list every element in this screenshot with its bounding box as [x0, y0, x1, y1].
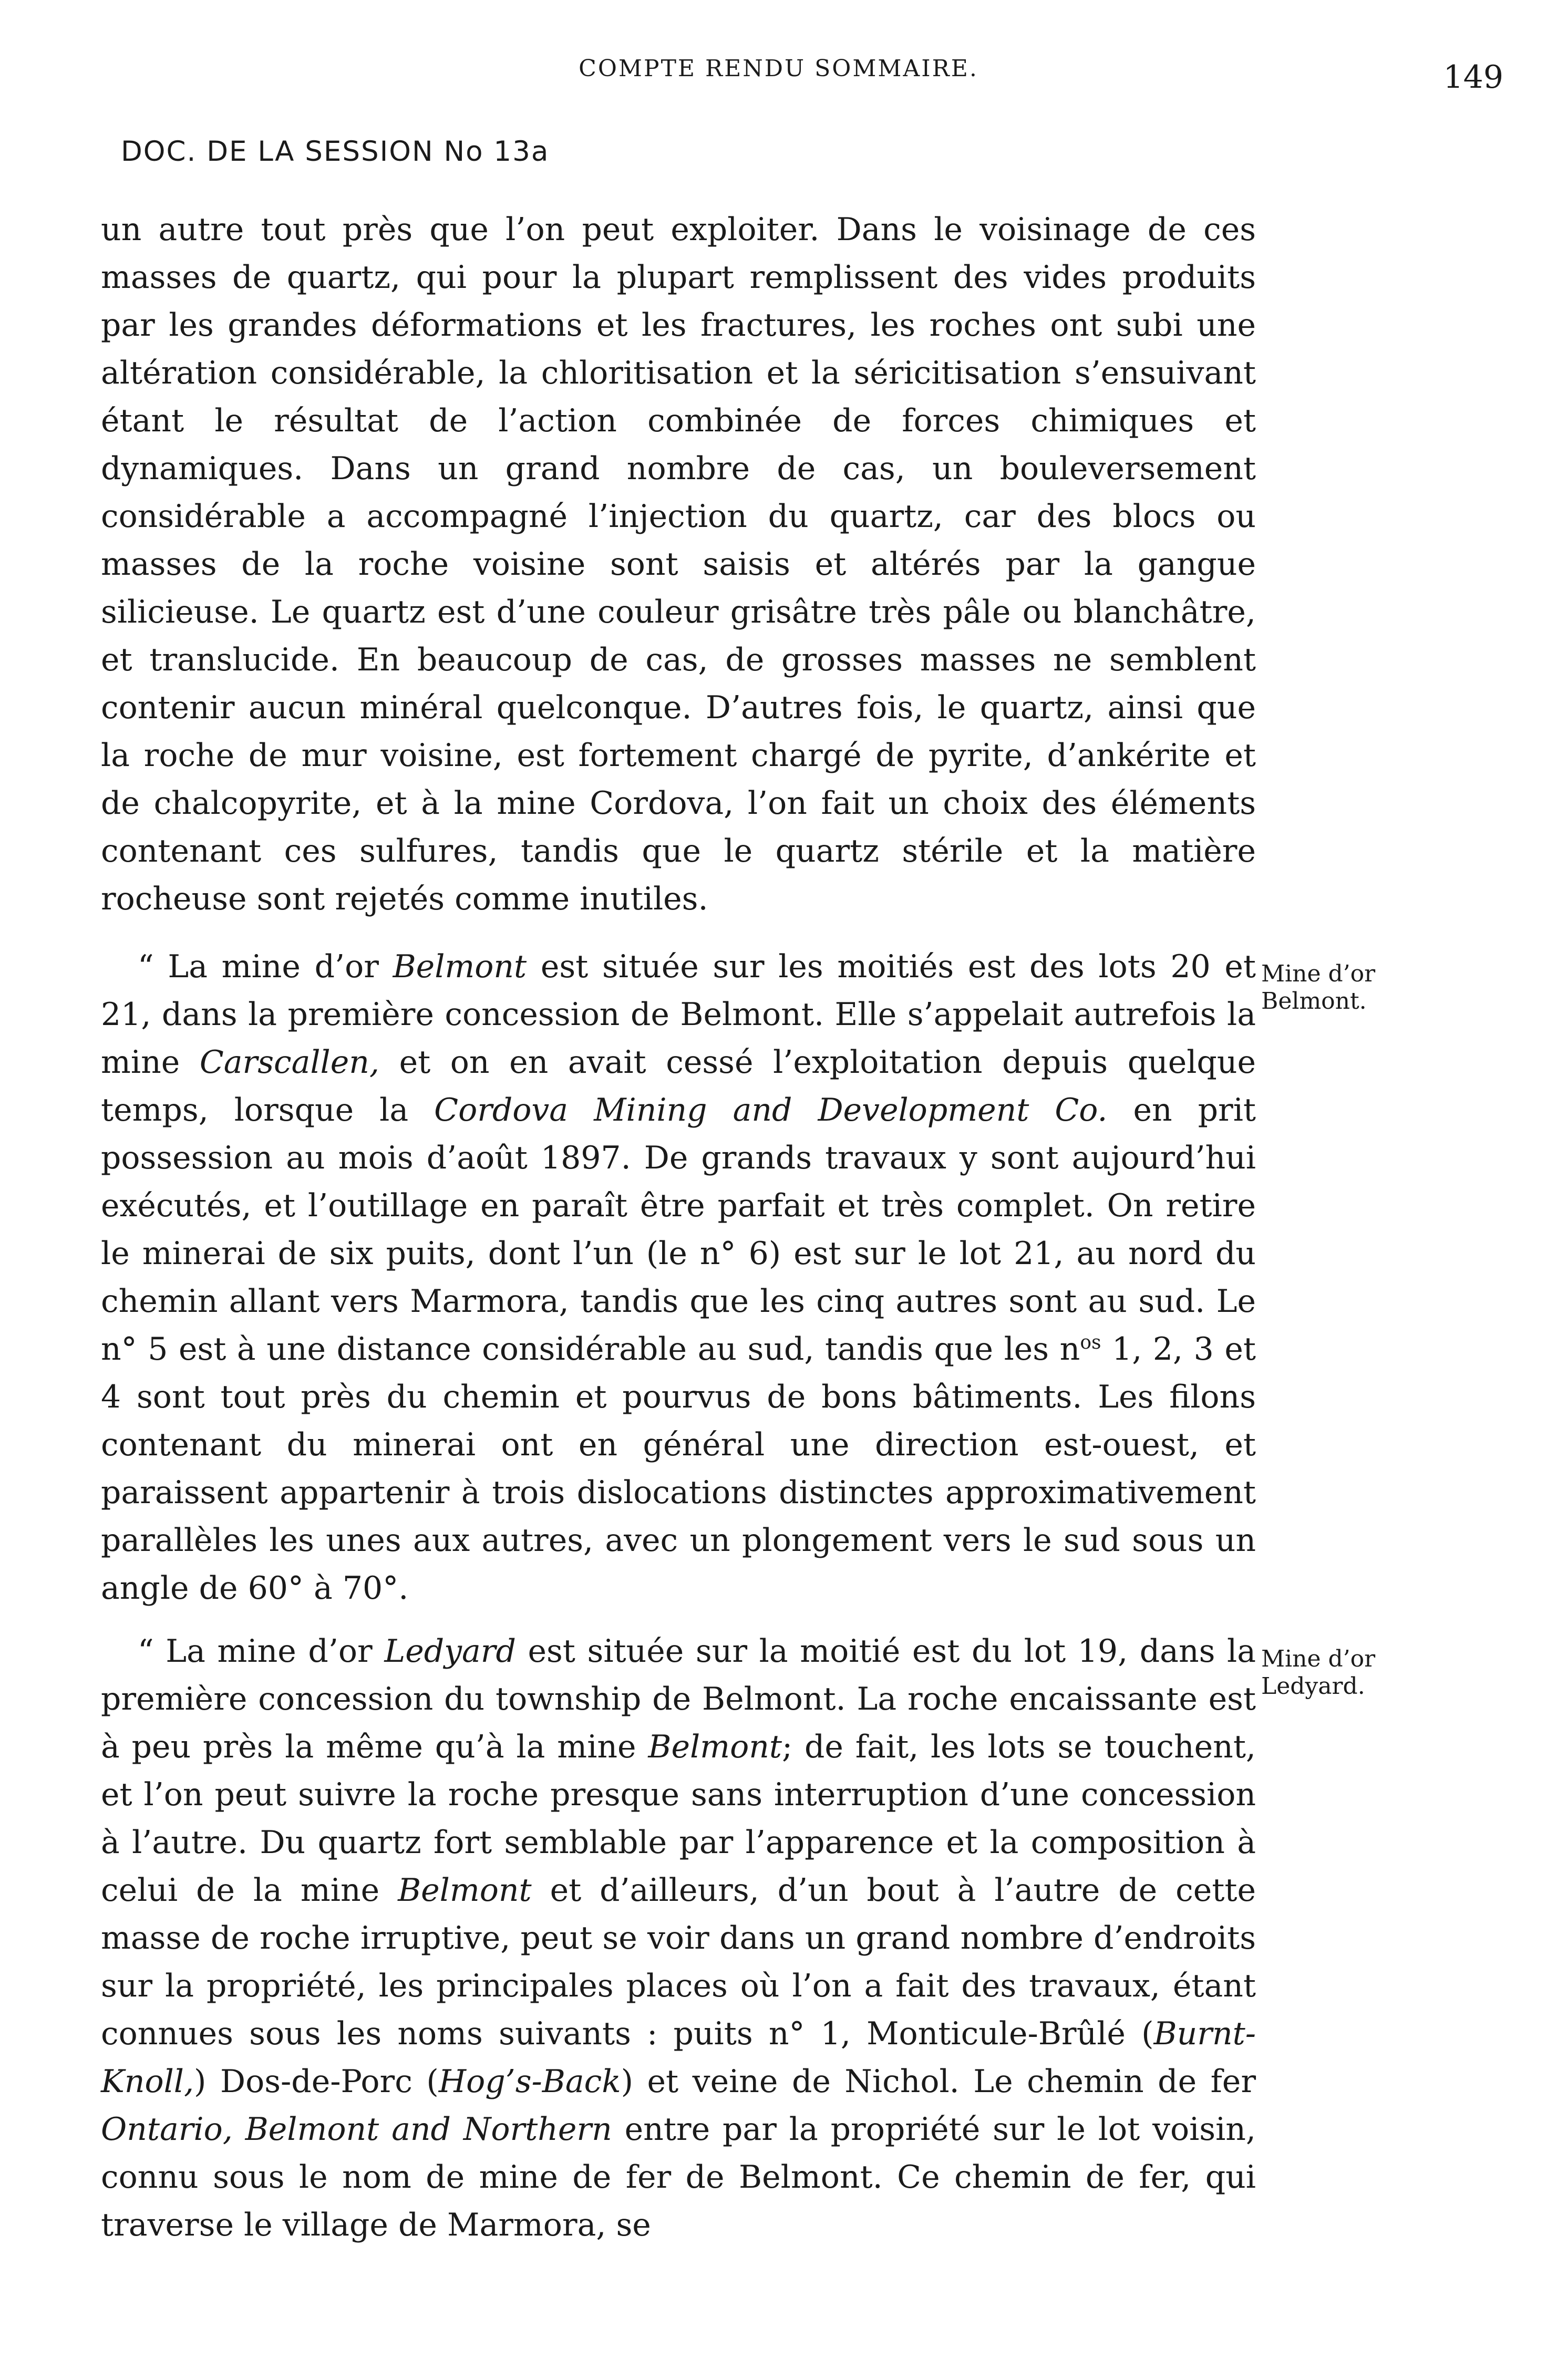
margin-note-belmont: Mine d’or Belmont.: [1261, 960, 1376, 1015]
page-number: 149: [1443, 59, 1503, 96]
text-run: et d’ailleurs, d’un bout à l’autre de cette masse de roche irruptive, peut se voir dans un grand nombre d’endroits sur la propriété, les principales places où l’on a fait des travaux, étant connues sous les noms suivants : puits n° 1, Monticule-Brûlé (: [101, 1872, 1256, 2052]
text-run: et on en avait cessé l’exploitation depuis quelque temps, lorsque la: [101, 1044, 1256, 1129]
paragraph-ledyard-mine: [101, 1628, 1256, 2249]
text-run: entre par la propriété sur le lot voisin, connu sous le nom de mine de fer de Belmont. Ce chemin de fer, qui traverse le village de Marmora, se: [101, 2111, 1256, 2243]
paragraph-text: [101, 1628, 1256, 2249]
paragraph-text: [101, 943, 1256, 1612]
text-run: est située sur les moitiés est des lots 20 et 21, dans la première concession de Belmont. Elle s’appelait autrefois la mine: [101, 948, 1256, 1081]
running-head: COMPTE RENDU SOMMAIRE.: [579, 55, 978, 82]
text-run: “ La mine d’or: [138, 1633, 385, 1670]
text-run: “ La mine d’or: [138, 948, 393, 985]
mine-name-belmont: Belmont: [393, 948, 527, 985]
text-run: ; de fait, les lots se touchent, et l’on peut suivre la roche presque sans interruption d’une concession à l’autre. Du quartz fort semblable par l’apparence et la composition à celui de la mine: [101, 1729, 1256, 1909]
mine-name-belmont: Belmont: [398, 1872, 532, 1909]
session-document-reference: DOC. DE LA SESSION No 13a: [121, 136, 550, 168]
text-run: est située sur la moitié est du lot 19, dans la première concession du township de Belmont. La roche encaissante est à peu près la même qu’à la mine: [101, 1633, 1256, 1765]
paragraph-continuation: [101, 206, 1256, 923]
company-name: Cordova Mining and Development Co.: [434, 1092, 1108, 1129]
margin-note-ledyard: Mine d’or Ledyard.: [1261, 1646, 1376, 1700]
text-run: ) et veine de Nichol. Le chemin de fer: [621, 2063, 1256, 2100]
text-run: ) Dos-de-Porc (: [194, 2063, 439, 2100]
mine-name-carscallen: Carscallen,: [199, 1044, 379, 1081]
paragraph-belmont-mine: [101, 943, 1256, 1612]
text-run: en prit possession au mois d’août 1897. De grands travaux y sont aujourd’hui exécutés, et l’outillage en paraît être parfait et très complet. On retire le minerai de six puits, dont l’un (le n° 6) est sur le lot 21, au nord du chemin allant vers Marmora, tandis que les cinq autres sont au sud. Le n° 5 est à une distance considérable au sud, tandis que les n: [101, 1092, 1256, 1368]
place-name-hogs-back: Hog’s-Back: [438, 2063, 621, 2100]
superscript: os: [1080, 1332, 1101, 1353]
place-name-burnt-knoll: Burnt-Knoll,: [101, 2015, 1256, 2100]
paragraph-text: un autre tout près que l’on peut exploiter. Dans le voisinage de ces masses de quartz, qui pour la plupart remplissent des vides produits par les grandes déformations et les fractures, les roches ont subi une altération considérable, la chloritisation et la séricitisation s’ensuivant étant le résultat de l’action combinée de forces chimiques et dynamiques. Dans un grand nombre de cas, un bouleversement considérable a accompagné l’injection du quartz, car des blocs ou masses de la roche voisine sont saisis et altérés par la gangue silicieuse. Le quartz est d’une couleur grisâtre très pâle ou blanchâtre, et translucide. En beaucoup de cas, de grosses masses ne semblent contenir aucun minéral quelconque. D’autres fois, le quartz, ainsi que la roche de mur voisine, est fortement chargé de pyrite, d’ankérite et de chalcopyrite, et à la mine Cordova, l’on fait un choix des éléments contenant ces sulfures, tandis que le quartz stérile et la matière rocheuse sont rejetés comme inutiles.: [101, 211, 1256, 917]
mine-name-ledyard: Ledyard: [384, 1633, 516, 1670]
text-run: 1, 2, 3 et 4 sont tout près du chemin et pourvus de bons bâtiments. Les filons contenant du minerai ont en général une direction est-ouest, et paraissent appartenir à trois dislocations distinctes approximativement parallèles les unes aux autres, avec un plongement vers le sud sous un angle de 60° à 70°.: [101, 1331, 1256, 1607]
railway-name: Ontario, Belmont and Northern: [101, 2111, 612, 2148]
mine-name-belmont: Belmont: [648, 1729, 782, 1765]
